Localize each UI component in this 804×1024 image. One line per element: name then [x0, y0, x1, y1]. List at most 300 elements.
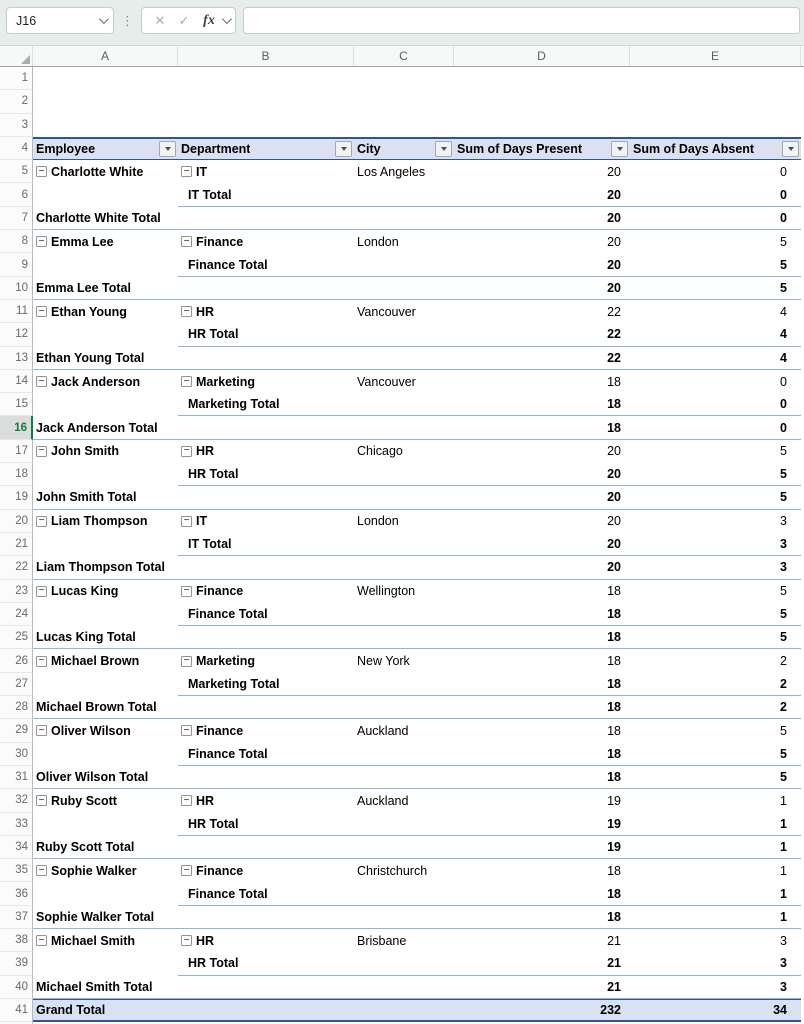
cell-C32[interactable]	[354, 789, 454, 812]
cell-E14[interactable]	[630, 370, 801, 393]
cell-C20[interactable]	[354, 510, 454, 533]
row-header-31[interactable]: 31	[0, 766, 33, 789]
cell-B31[interactable]	[178, 766, 354, 789]
cell-B7[interactable]	[178, 207, 354, 230]
cell-D31[interactable]	[454, 766, 630, 789]
cell-B21[interactable]	[178, 533, 354, 556]
cell-C15[interactable]	[354, 393, 454, 416]
cell-D19[interactable]	[454, 486, 630, 509]
cell-B40[interactable]	[178, 976, 354, 999]
collapse-button[interactable]: −	[36, 236, 47, 247]
cell-C29[interactable]	[354, 719, 454, 742]
cell-D23[interactable]	[454, 580, 630, 603]
cell-label: HR	[196, 933, 215, 948]
cell-B11[interactable]	[178, 300, 354, 323]
name-box[interactable]	[6, 7, 114, 34]
collapse-button[interactable]: −	[36, 306, 47, 317]
cell-C28[interactable]	[354, 696, 454, 719]
row-header-25[interactable]: 25	[0, 626, 33, 649]
cell-B19[interactable]	[178, 486, 354, 509]
cell-D33[interactable]	[454, 813, 630, 836]
cell-D29[interactable]	[454, 719, 630, 742]
cell-A21[interactable]	[33, 533, 178, 556]
cell-A29[interactable]	[33, 719, 178, 742]
cell-A26[interactable]	[33, 649, 178, 672]
cell-B4[interactable]	[178, 137, 354, 160]
row-header-18[interactable]: 18	[0, 463, 33, 486]
cell-D5[interactable]	[454, 160, 630, 183]
row-header-2[interactable]: 2	[0, 90, 33, 113]
cell-E40[interactable]	[630, 976, 801, 999]
empty-cells-row-2[interactable]	[33, 90, 804, 113]
formula-input[interactable]	[243, 7, 800, 34]
cell-D27[interactable]	[454, 673, 630, 696]
row-header-15[interactable]: 15	[0, 393, 33, 416]
cell-C38[interactable]	[354, 929, 454, 952]
row-header-17[interactable]: 17	[0, 440, 33, 463]
cell-A20[interactable]	[33, 510, 178, 533]
row-header-13[interactable]: 13	[0, 347, 33, 370]
cell-label: Marketing Total	[188, 397, 280, 412]
row-header-12[interactable]: 12	[0, 323, 33, 346]
cell-D16[interactable]	[454, 416, 630, 439]
collapse-button[interactable]: −	[36, 725, 47, 736]
cell-E28[interactable]	[630, 696, 801, 719]
cell-A25[interactable]	[33, 626, 178, 649]
cell-C17[interactable]	[354, 440, 454, 463]
cell-B8[interactable]	[178, 230, 354, 253]
row-header-26[interactable]: 26	[0, 649, 33, 672]
row-header-3[interactable]: 3	[0, 114, 33, 137]
cell-A41[interactable]	[33, 999, 178, 1022]
cell-E17[interactable]	[630, 440, 801, 463]
cell-C10[interactable]	[354, 277, 454, 300]
cell-A27[interactable]	[33, 673, 178, 696]
column-header-E[interactable]: E	[630, 46, 801, 66]
cell-E8[interactable]	[630, 230, 801, 253]
cell-E10[interactable]	[630, 277, 801, 300]
cell-B35[interactable]	[178, 859, 354, 882]
cell-B13[interactable]	[178, 347, 354, 370]
cell-C7[interactable]	[354, 207, 454, 230]
cell-E24[interactable]	[630, 603, 801, 626]
cell-E13[interactable]	[630, 347, 801, 370]
row-header-38[interactable]: 38	[0, 929, 33, 952]
row-header-34[interactable]: 34	[0, 836, 33, 859]
cell-label: 1	[780, 816, 787, 831]
cell-label: 0	[780, 374, 787, 389]
cell-label: 1	[780, 909, 787, 924]
cell-C36[interactable]	[354, 882, 454, 905]
cell-C24[interactable]	[354, 603, 454, 626]
cell-E23[interactable]	[630, 580, 801, 603]
cell-label: 5	[780, 630, 787, 645]
cell-A17[interactable]	[33, 440, 178, 463]
cell-A10[interactable]	[33, 277, 178, 300]
collapse-button[interactable]: −	[181, 865, 192, 876]
cell-D35[interactable]	[454, 859, 630, 882]
row-header-39[interactable]: 39	[0, 952, 33, 975]
cell-C12[interactable]	[354, 323, 454, 346]
cell-E32[interactable]	[630, 789, 801, 812]
cell-C26[interactable]	[354, 649, 454, 672]
filter-dropdown-button-e[interactable]	[782, 141, 799, 157]
cell-D10[interactable]	[454, 277, 630, 300]
cell-C22[interactable]	[354, 556, 454, 579]
enter-check-icon[interactable]: ✓	[178, 12, 190, 28]
row-header-4[interactable]: 4	[0, 137, 33, 160]
cell-E16[interactable]	[630, 416, 801, 439]
empty-cells-row-3[interactable]	[33, 114, 804, 137]
chevron-down-icon[interactable]	[99, 14, 109, 24]
cell-D11[interactable]	[454, 300, 630, 323]
cell-E15[interactable]	[630, 393, 801, 416]
filter-dropdown-button-a[interactable]	[159, 141, 176, 157]
cell-E21[interactable]	[630, 533, 801, 556]
row-header-41[interactable]: 41	[0, 999, 33, 1022]
cell-A40[interactable]	[33, 976, 178, 999]
cell-B26[interactable]	[178, 649, 354, 672]
collapse-button[interactable]: −	[36, 166, 47, 177]
cell-D7[interactable]	[454, 207, 630, 230]
collapse-button[interactable]: −	[36, 516, 47, 527]
collapse-button[interactable]: −	[181, 586, 192, 597]
cell-A6[interactable]	[33, 183, 178, 206]
cell-E39[interactable]	[630, 952, 801, 975]
cell-C18[interactable]	[354, 463, 454, 486]
cell-E6[interactable]	[630, 183, 801, 206]
cell-B9[interactable]	[178, 253, 354, 276]
cell-label: 5	[780, 257, 787, 272]
cell-B36[interactable]	[178, 882, 354, 905]
row-header-35[interactable]: 35	[0, 859, 33, 882]
cell-E20[interactable]	[630, 510, 801, 533]
row-header-40[interactable]: 40	[0, 976, 33, 999]
row-header-19[interactable]: 19	[0, 486, 33, 509]
row-header-29[interactable]: 29	[0, 719, 33, 742]
cell-label: 19	[607, 816, 621, 831]
cell-B27[interactable]	[178, 673, 354, 696]
collapse-button[interactable]: −	[181, 446, 192, 457]
cell-E35[interactable]	[630, 859, 801, 882]
cell-A8[interactable]	[33, 230, 178, 253]
cell-E22[interactable]	[630, 556, 801, 579]
collapse-button[interactable]: −	[36, 865, 47, 876]
cell-label: 18	[607, 654, 621, 669]
row-2	[0, 90, 804, 113]
cell-B22[interactable]	[178, 556, 354, 579]
cell-E11[interactable]	[630, 300, 801, 323]
cell-label: 34	[773, 1003, 787, 1018]
cell-C9[interactable]	[354, 253, 454, 276]
cell-A36[interactable]	[33, 882, 178, 905]
cell-label: 4	[780, 327, 787, 342]
collapse-button[interactable]: −	[36, 935, 47, 946]
cell-A13[interactable]	[33, 347, 178, 370]
row-header-30[interactable]: 30	[0, 743, 33, 766]
cell-C4[interactable]	[354, 137, 454, 160]
cell-C5[interactable]	[354, 160, 454, 183]
row-header-32[interactable]: 32	[0, 789, 33, 812]
cell-D8[interactable]	[454, 230, 630, 253]
row-header-23[interactable]: 23	[0, 580, 33, 603]
cell-C30[interactable]	[354, 743, 454, 766]
column-header-C[interactable]: C	[354, 46, 454, 66]
cell-D22[interactable]	[454, 556, 630, 579]
cell-D9[interactable]	[454, 253, 630, 276]
row-header-20[interactable]: 20	[0, 510, 33, 533]
cell-E30[interactable]	[630, 743, 801, 766]
row-header-22[interactable]: 22	[0, 556, 33, 579]
collapse-button[interactable]: −	[36, 586, 47, 597]
filter-dropdown-button-b[interactable]	[335, 141, 352, 157]
cell-C14[interactable]	[354, 370, 454, 393]
cell-label: 3	[780, 537, 787, 552]
collapse-button[interactable]: −	[181, 376, 192, 387]
filter-dropdown-button-d[interactable]	[611, 141, 628, 157]
cell-D20[interactable]	[454, 510, 630, 533]
cell-D38[interactable]	[454, 929, 630, 952]
cell-B17[interactable]	[178, 440, 354, 463]
cell-E36[interactable]	[630, 882, 801, 905]
collapse-button[interactable]: −	[181, 236, 192, 247]
cell-A9[interactable]	[33, 253, 178, 276]
cell-A19[interactable]	[33, 486, 178, 509]
cell-B6[interactable]	[178, 183, 354, 206]
cell-D24[interactable]	[454, 603, 630, 626]
row-header-27[interactable]: 27	[0, 673, 33, 696]
cell-E25[interactable]	[630, 626, 801, 649]
cell-A22[interactable]	[33, 556, 178, 579]
cell-D4[interactable]	[454, 137, 630, 160]
cell-label: 1	[780, 793, 787, 808]
row-header-8[interactable]: 8	[0, 230, 33, 253]
cell-B5[interactable]	[178, 160, 354, 183]
cell-A18[interactable]	[33, 463, 178, 486]
filter-dropdown-button-c[interactable]	[435, 141, 452, 157]
collapse-button[interactable]: −	[181, 516, 192, 527]
cell-C33[interactable]	[354, 813, 454, 836]
row-header-14[interactable]: 14	[0, 370, 33, 393]
cell-B33[interactable]	[178, 813, 354, 836]
cell-B23[interactable]	[178, 580, 354, 603]
cell-A16[interactable]	[33, 416, 178, 439]
cell-E9[interactable]	[630, 253, 801, 276]
cell-D12[interactable]	[454, 323, 630, 346]
cell-E7[interactable]	[630, 207, 801, 230]
collapse-button[interactable]: −	[181, 306, 192, 317]
cell-D18[interactable]	[454, 463, 630, 486]
empty-cells-row-1[interactable]	[33, 67, 804, 90]
row-header-10[interactable]: 10	[0, 277, 33, 300]
cell-C35[interactable]	[354, 859, 454, 882]
cell-D40[interactable]	[454, 976, 630, 999]
cell-B39[interactable]	[178, 952, 354, 975]
collapse-button[interactable]: −	[36, 446, 47, 457]
cell-A11[interactable]	[33, 300, 178, 323]
cell-E37[interactable]	[630, 906, 801, 929]
cell-A33[interactable]	[33, 813, 178, 836]
cell-C27[interactable]	[354, 673, 454, 696]
cell-C41[interactable]	[354, 999, 454, 1022]
cell-C19[interactable]	[354, 486, 454, 509]
pivot-subtotal-row	[0, 533, 804, 556]
row-header-5[interactable]: 5	[0, 160, 33, 183]
cell-A5[interactable]	[33, 160, 178, 183]
collapse-button[interactable]: −	[36, 376, 47, 387]
cell-C6[interactable]	[354, 183, 454, 206]
cell-C31[interactable]	[354, 766, 454, 789]
cell-D25[interactable]	[454, 626, 630, 649]
row-header-9[interactable]: 9	[0, 253, 33, 276]
cell-B24[interactable]	[178, 603, 354, 626]
cell-E41[interactable]	[630, 999, 801, 1022]
cell-A7[interactable]	[33, 207, 178, 230]
cell-E34[interactable]	[630, 836, 801, 859]
cell-E26[interactable]	[630, 649, 801, 672]
row-header-24[interactable]: 24	[0, 603, 33, 626]
cell-D21[interactable]	[454, 533, 630, 556]
cell-D36[interactable]	[454, 882, 630, 905]
row-header-16[interactable]: 16	[0, 416, 33, 439]
cell-A24[interactable]	[33, 603, 178, 626]
cell-label: 20	[607, 187, 621, 202]
cell-B37[interactable]	[178, 906, 354, 929]
cell-B38[interactable]	[178, 929, 354, 952]
cell-E27[interactable]	[630, 673, 801, 696]
cell-C39[interactable]	[354, 952, 454, 975]
cell-B34[interactable]	[178, 836, 354, 859]
cell-D39[interactable]	[454, 952, 630, 975]
cell-A15[interactable]	[33, 393, 178, 416]
cell-B25[interactable]	[178, 626, 354, 649]
cell-B14[interactable]	[178, 370, 354, 393]
column-header-B[interactable]: B	[178, 46, 354, 66]
collapse-button[interactable]: −	[36, 795, 47, 806]
insert-function-icon[interactable]: fx	[203, 12, 215, 28]
row-header-37[interactable]: 37	[0, 906, 33, 929]
cell-C21[interactable]	[354, 533, 454, 556]
cell-B28[interactable]	[178, 696, 354, 719]
cell-A35[interactable]	[33, 859, 178, 882]
cell-E12[interactable]	[630, 323, 801, 346]
cell-label: New York	[357, 654, 410, 669]
cell-C8[interactable]	[354, 230, 454, 253]
cell-label: John Smith Total	[36, 490, 137, 505]
cell-C16[interactable]	[354, 416, 454, 439]
cell-D30[interactable]	[454, 743, 630, 766]
cell-E29[interactable]	[630, 719, 801, 742]
collapse-button[interactable]: −	[181, 795, 192, 806]
cell-B12[interactable]	[178, 323, 354, 346]
cell-label: Emma Lee Total	[36, 280, 131, 295]
chevron-down-icon[interactable]	[222, 14, 232, 24]
cell-E33[interactable]	[630, 813, 801, 836]
cell-B30[interactable]	[178, 743, 354, 766]
collapse-button[interactable]: −	[181, 725, 192, 736]
column-header-A[interactable]: A	[33, 46, 178, 66]
column-header-D[interactable]: D	[454, 46, 630, 66]
cell-C23[interactable]	[354, 580, 454, 603]
cell-C25[interactable]	[354, 626, 454, 649]
cell-E4[interactable]	[630, 137, 801, 160]
cell-A30[interactable]	[33, 743, 178, 766]
cell-D28[interactable]	[454, 696, 630, 719]
cell-A31[interactable]	[33, 766, 178, 789]
cell-E19[interactable]	[630, 486, 801, 509]
row-header-11[interactable]: 11	[0, 300, 33, 323]
cell-A4[interactable]	[33, 137, 178, 160]
cell-A37[interactable]	[33, 906, 178, 929]
row-header-36[interactable]: 36	[0, 882, 33, 905]
cell-C11[interactable]	[354, 300, 454, 323]
cell-B10[interactable]	[178, 277, 354, 300]
select-all-corner[interactable]	[0, 46, 33, 66]
collapse-button[interactable]: −	[181, 166, 192, 177]
cell-B15[interactable]	[178, 393, 354, 416]
cell-B18[interactable]	[178, 463, 354, 486]
cell-D13[interactable]	[454, 347, 630, 370]
collapse-button[interactable]: −	[181, 935, 192, 946]
pivot-detail-row	[0, 649, 804, 672]
cell-A23[interactable]	[33, 580, 178, 603]
cell-C37[interactable]	[354, 906, 454, 929]
cell-A28[interactable]	[33, 696, 178, 719]
cell-E18[interactable]	[630, 463, 801, 486]
cell-D41[interactable]	[454, 999, 630, 1022]
cell-D15[interactable]	[454, 393, 630, 416]
row-header-1[interactable]: 1	[0, 67, 33, 90]
row-header-21[interactable]: 21	[0, 533, 33, 556]
cell-C40[interactable]	[354, 976, 454, 999]
cell-E38[interactable]	[630, 929, 801, 952]
cell-D26[interactable]	[454, 649, 630, 672]
row-header-28[interactable]: 28	[0, 696, 33, 719]
collapse-button[interactable]: −	[36, 656, 47, 667]
cell-A39[interactable]	[33, 952, 178, 975]
cell-A12[interactable]	[33, 323, 178, 346]
cell-B20[interactable]	[178, 510, 354, 533]
row-header-7[interactable]: 7	[0, 207, 33, 230]
cell-A34[interactable]	[33, 836, 178, 859]
cell-A38[interactable]	[33, 929, 178, 952]
cell-D34[interactable]	[454, 836, 630, 859]
cell-B16[interactable]	[178, 416, 354, 439]
cell-A32[interactable]	[33, 789, 178, 812]
cell-A14[interactable]	[33, 370, 178, 393]
row-header-6[interactable]: 6	[0, 183, 33, 206]
cell-E31[interactable]	[630, 766, 801, 789]
cell-B32[interactable]	[178, 789, 354, 812]
cell-B41[interactable]	[178, 999, 354, 1022]
cell-D6[interactable]	[454, 183, 630, 206]
formula-buttons	[141, 7, 236, 34]
cell-label: 20	[607, 234, 621, 249]
cell-C34[interactable]	[354, 836, 454, 859]
cell-E5[interactable]	[630, 160, 801, 183]
cell-D14[interactable]	[454, 370, 630, 393]
cell-C13[interactable]	[354, 347, 454, 370]
cell-B29[interactable]	[178, 719, 354, 742]
cell-D17[interactable]	[454, 440, 630, 463]
pivot-subtotal-row	[0, 463, 804, 486]
cell-D32[interactable]	[454, 789, 630, 812]
collapse-button[interactable]: −	[181, 656, 192, 667]
cancel-icon[interactable]: ✕	[154, 12, 166, 28]
pivot-total-row	[0, 976, 804, 999]
row-header-33[interactable]: 33	[0, 813, 33, 836]
cell-D37[interactable]	[454, 906, 630, 929]
